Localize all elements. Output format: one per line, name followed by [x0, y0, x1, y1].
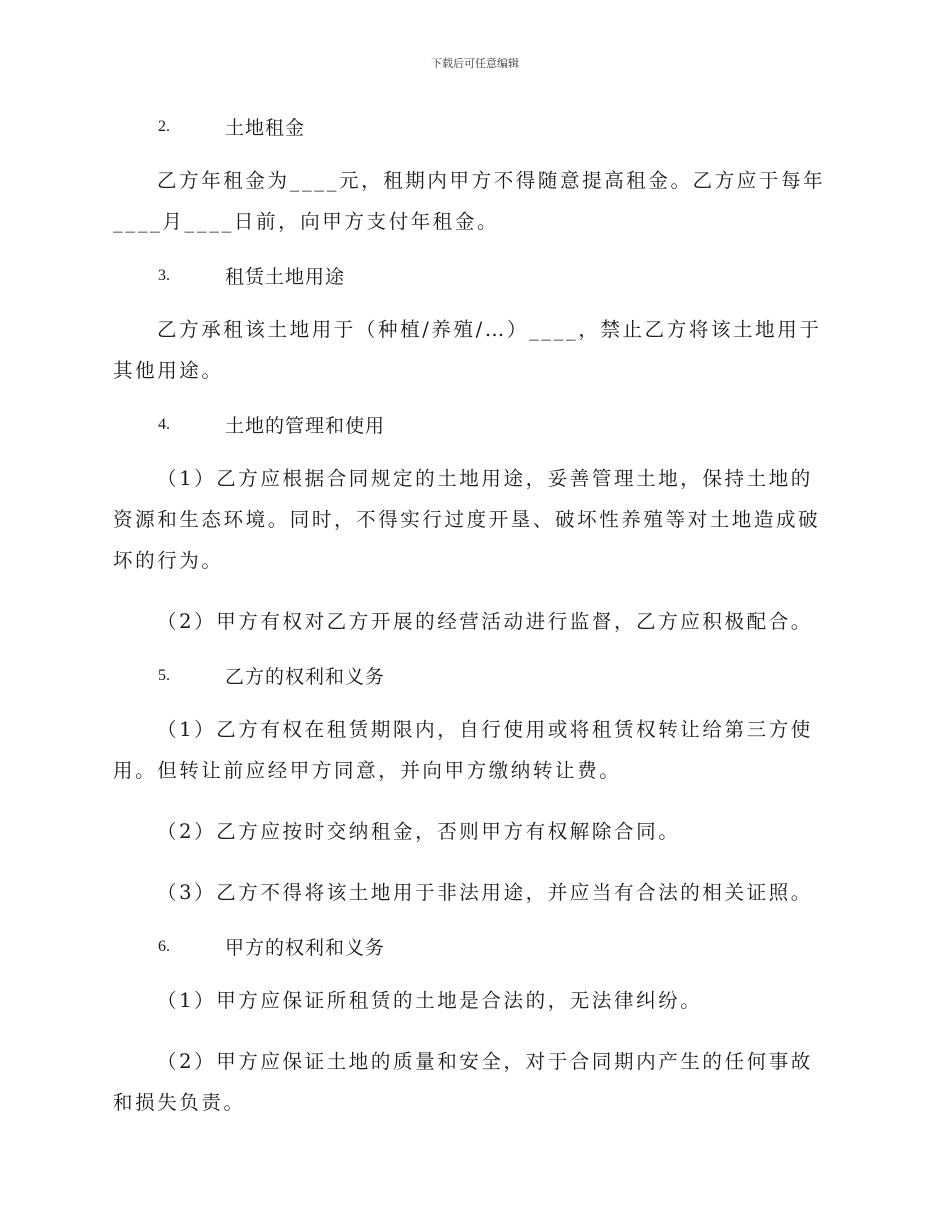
section-title: 土地的管理和使用	[225, 415, 386, 437]
section-title: 土地租金	[225, 117, 306, 139]
paragraph: （1）乙方应根据合同规定的土地用途，妥善管理土地，保持土地的资源和生态环境。同时，不得实行过度开垦、破坏性养殖等对土地造成破坏的行为。	[113, 467, 821, 572]
page-header: 下载后可任意编辑	[431, 57, 519, 70]
section-heading	[113, 262, 833, 292]
paragraph: （3）乙方不得将该土地用于非法用途，并应当有合法的相关证照。	[157, 881, 813, 904]
section-heading	[113, 662, 833, 692]
paragraph: （1）甲方应保证所租赁的土地是合法的，无法律纠纷。	[157, 989, 703, 1012]
section-heading	[113, 113, 833, 143]
paragraph: 乙方承租该土地用于（种植/养殖/…）____，禁止乙方将该土地用于其他用途。	[113, 318, 822, 382]
section-number: 2.	[158, 118, 170, 135]
section-heading	[113, 933, 833, 963]
section-number: 4.	[158, 416, 170, 433]
paragraph: （1）乙方有权在租赁期限内，自行使用或将租赁权转让给第三方使用。但转让前应经甲方同意，并向甲方缴纳转让费。	[113, 718, 813, 782]
section-title: 乙方的权利和义务	[225, 666, 386, 688]
paragraph: （2）乙方应按时交纳租金，否则甲方有权解除合同。	[157, 820, 681, 843]
section-title: 租赁土地用途	[225, 266, 346, 288]
section-title: 甲方的权利和义务	[225, 937, 386, 959]
section-heading	[113, 411, 833, 441]
section-number: 5.	[158, 667, 170, 684]
section-number: 3.	[158, 267, 170, 284]
section-number: 6.	[158, 938, 170, 955]
document-body	[113, 113, 833, 1143]
paragraph: （2）甲方有权对乙方开展的经营活动进行监督，乙方应积极配合。	[157, 610, 813, 633]
paragraph: （2）甲方应保证土地的质量和安全，对于合同期内产生的任何事故和损失负责。	[113, 1050, 813, 1114]
paragraph: 乙方年租金为____元，租期内甲方不得随意提高租金。乙方应于每年____月____日前，向甲方支付年租金。	[113, 169, 826, 233]
